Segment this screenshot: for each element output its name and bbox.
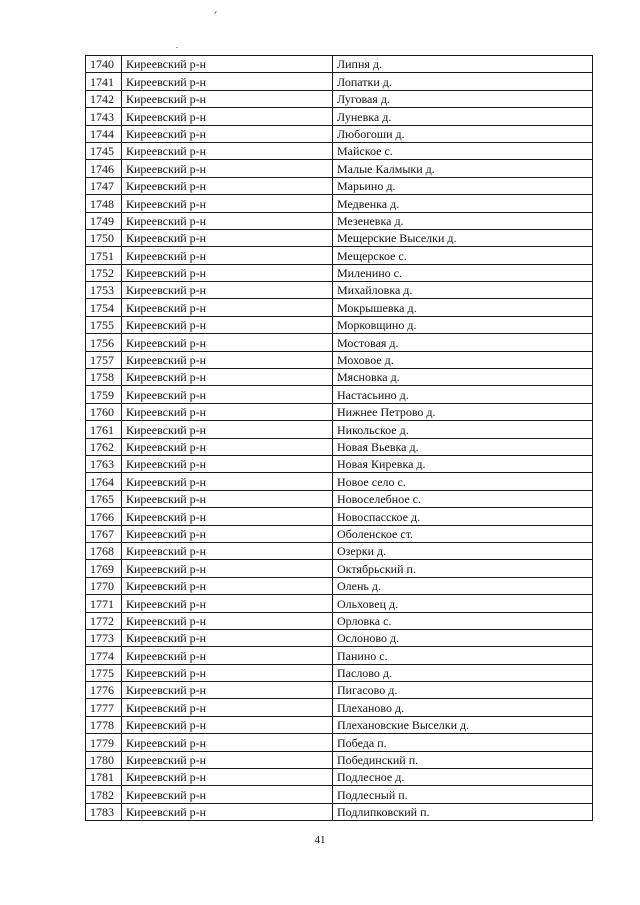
district-cell: Киреевский р-н xyxy=(122,508,333,525)
district-cell: Киреевский р-н xyxy=(122,229,333,246)
table-row xyxy=(86,595,593,612)
settlement-cell: Мясновка д. xyxy=(333,369,593,386)
row-number: 1740 xyxy=(86,56,122,73)
row-number: 1771 xyxy=(86,595,122,612)
table-row xyxy=(86,473,593,490)
table-row xyxy=(86,160,593,177)
settlement-cell: Миленино с. xyxy=(333,264,593,281)
district-cell: Киреевский р-н xyxy=(122,73,333,90)
table-row xyxy=(86,229,593,246)
table-row xyxy=(86,90,593,107)
district-cell: Киреевский р-н xyxy=(122,577,333,594)
scan-mark xyxy=(214,11,217,14)
row-number: 1766 xyxy=(86,508,122,525)
table-row xyxy=(86,734,593,751)
table-row xyxy=(86,542,593,559)
table-row xyxy=(86,195,593,212)
settlement-cell: Мезеневка д. xyxy=(333,212,593,229)
settlement-cell: Михайловка д. xyxy=(333,282,593,299)
district-cell: Киреевский р-н xyxy=(122,403,333,420)
settlement-cell: Новая Киревка д. xyxy=(333,455,593,472)
settlement-cell: Пигасово д. xyxy=(333,682,593,699)
settlement-cell: Оболенское ст. xyxy=(333,525,593,542)
row-number: 1748 xyxy=(86,195,122,212)
row-number: 1750 xyxy=(86,229,122,246)
table-row xyxy=(86,351,593,368)
district-cell: Киреевский р-н xyxy=(122,751,333,768)
table-row xyxy=(86,125,593,142)
row-number: 1753 xyxy=(86,282,122,299)
settlement-cell: Подлесный п. xyxy=(333,786,593,803)
settlement-cell: Мещерское с. xyxy=(333,247,593,264)
row-number: 1745 xyxy=(86,142,122,159)
settlement-cell: Мостовая д. xyxy=(333,334,593,351)
row-number: 1782 xyxy=(86,786,122,803)
district-cell: Киреевский р-н xyxy=(122,734,333,751)
table-row xyxy=(86,142,593,159)
table-row xyxy=(86,247,593,264)
scan-mark xyxy=(176,47,178,48)
settlement-cell: Любогоши д. xyxy=(333,125,593,142)
row-number: 1783 xyxy=(86,803,122,820)
district-cell: Киреевский р-н xyxy=(122,803,333,820)
table-row xyxy=(86,716,593,733)
district-cell: Киреевский р-н xyxy=(122,664,333,681)
row-number: 1742 xyxy=(86,90,122,107)
settlement-cell: Мокрышевка д. xyxy=(333,299,593,316)
settlement-cell: Озерки д. xyxy=(333,542,593,559)
table-row xyxy=(86,316,593,333)
row-number: 1756 xyxy=(86,334,122,351)
settlement-cell: Новоселебное с. xyxy=(333,490,593,507)
district-cell: Киреевский р-н xyxy=(122,438,333,455)
table-row xyxy=(86,334,593,351)
table-row xyxy=(86,612,593,629)
table-row xyxy=(86,699,593,716)
table-row xyxy=(86,282,593,299)
settlement-cell: Новоспасское д. xyxy=(333,508,593,525)
settlement-cell: Медвенка д. xyxy=(333,195,593,212)
row-number: 1765 xyxy=(86,490,122,507)
table-body xyxy=(86,56,593,821)
district-cell: Киреевский р-н xyxy=(122,490,333,507)
table-row xyxy=(86,421,593,438)
table-row xyxy=(86,403,593,420)
settlement-cell: Липня д. xyxy=(333,56,593,73)
settlement-cell: Моховое д. xyxy=(333,351,593,368)
settlement-cell: Победа п. xyxy=(333,734,593,751)
table-row xyxy=(86,751,593,768)
district-cell: Киреевский р-н xyxy=(122,125,333,142)
settlement-cell: Паслово д. xyxy=(333,664,593,681)
row-number: 1755 xyxy=(86,316,122,333)
district-cell: Киреевский р-н xyxy=(122,716,333,733)
row-number: 1767 xyxy=(86,525,122,542)
table-row xyxy=(86,455,593,472)
table-row xyxy=(86,369,593,386)
row-number: 1763 xyxy=(86,455,122,472)
settlement-cell: Орловка с. xyxy=(333,612,593,629)
row-number: 1772 xyxy=(86,612,122,629)
row-number: 1743 xyxy=(86,108,122,125)
district-cell: Киреевский р-н xyxy=(122,247,333,264)
table-row xyxy=(86,108,593,125)
settlement-cell: Нижнее Петрово д. xyxy=(333,403,593,420)
table-row xyxy=(86,299,593,316)
table-row xyxy=(86,682,593,699)
settlement-cell: Новое село с. xyxy=(333,473,593,490)
settlement-cell: Плехановские Выселки д. xyxy=(333,716,593,733)
row-number: 1768 xyxy=(86,542,122,559)
settlement-cell: Подлипковский п. xyxy=(333,803,593,820)
row-number: 1780 xyxy=(86,751,122,768)
table-row xyxy=(86,212,593,229)
settlement-cell: Малые Калмыки д. xyxy=(333,160,593,177)
table-row xyxy=(86,490,593,507)
row-number: 1752 xyxy=(86,264,122,281)
district-cell: Киреевский р-н xyxy=(122,542,333,559)
settlement-cell: Октябрьский п. xyxy=(333,560,593,577)
row-number: 1778 xyxy=(86,716,122,733)
row-number: 1744 xyxy=(86,125,122,142)
row-number: 1774 xyxy=(86,647,122,664)
row-number: 1761 xyxy=(86,421,122,438)
row-number: 1741 xyxy=(86,73,122,90)
table-row xyxy=(86,629,593,646)
table-row xyxy=(86,56,593,73)
district-cell: Киреевский р-н xyxy=(122,56,333,73)
table-row xyxy=(86,577,593,594)
district-cell: Киреевский р-н xyxy=(122,473,333,490)
district-cell: Киреевский р-н xyxy=(122,525,333,542)
row-number: 1751 xyxy=(86,247,122,264)
district-cell: Киреевский р-н xyxy=(122,316,333,333)
settlement-cell: Морковщино д. xyxy=(333,316,593,333)
district-cell: Киреевский р-н xyxy=(122,334,333,351)
settlement-cell: Панино с. xyxy=(333,647,593,664)
row-number: 1769 xyxy=(86,560,122,577)
settlement-cell: Побединский п. xyxy=(333,751,593,768)
district-cell: Киреевский р-н xyxy=(122,682,333,699)
row-number: 1764 xyxy=(86,473,122,490)
settlement-cell: Подлесное д. xyxy=(333,769,593,786)
district-cell: Киреевский р-н xyxy=(122,212,333,229)
district-cell: Киреевский р-н xyxy=(122,769,333,786)
row-number: 1776 xyxy=(86,682,122,699)
row-number: 1779 xyxy=(86,734,122,751)
table-row xyxy=(86,664,593,681)
district-cell: Киреевский р-н xyxy=(122,647,333,664)
district-cell: Киреевский р-н xyxy=(122,421,333,438)
table-row xyxy=(86,177,593,194)
settlement-cell: Лопатки д. xyxy=(333,73,593,90)
table-row xyxy=(86,508,593,525)
settlement-cell: Настасьино д. xyxy=(333,386,593,403)
settlement-cell: Луговая д. xyxy=(333,90,593,107)
district-cell: Киреевский р-н xyxy=(122,142,333,159)
district-cell: Киреевский р-н xyxy=(122,629,333,646)
row-number: 1757 xyxy=(86,351,122,368)
row-number: 1775 xyxy=(86,664,122,681)
table-row xyxy=(86,264,593,281)
district-cell: Киреевский р-н xyxy=(122,177,333,194)
table-row xyxy=(86,647,593,664)
table-row xyxy=(86,525,593,542)
table-row xyxy=(86,769,593,786)
table-row xyxy=(86,803,593,820)
district-cell: Киреевский р-н xyxy=(122,160,333,177)
row-number: 1773 xyxy=(86,629,122,646)
settlement-cell: Майское с. xyxy=(333,142,593,159)
settlement-cell: Новая Вьевка д. xyxy=(333,438,593,455)
district-cell: Киреевский р-н xyxy=(122,455,333,472)
row-number: 1762 xyxy=(86,438,122,455)
settlement-cell: Олень д. xyxy=(333,577,593,594)
settlement-cell: Никольское д. xyxy=(333,421,593,438)
district-cell: Киреевский р-н xyxy=(122,612,333,629)
settlement-cell: Плеханово д. xyxy=(333,699,593,716)
page-number: 41 xyxy=(314,834,326,846)
row-number: 1760 xyxy=(86,403,122,420)
district-cell: Киреевский р-н xyxy=(122,282,333,299)
row-number: 1754 xyxy=(86,299,122,316)
settlements-table xyxy=(85,55,593,821)
row-number: 1758 xyxy=(86,369,122,386)
row-number: 1747 xyxy=(86,177,122,194)
row-number: 1770 xyxy=(86,577,122,594)
table-row xyxy=(86,560,593,577)
district-cell: Киреевский р-н xyxy=(122,786,333,803)
district-cell: Киреевский р-н xyxy=(122,90,333,107)
settlement-cell: Ослоново д. xyxy=(333,629,593,646)
settlement-cell: Марьино д. xyxy=(333,177,593,194)
settlement-cell: Мещерские Выселки д. xyxy=(333,229,593,246)
row-number: 1777 xyxy=(86,699,122,716)
district-cell: Киреевский р-н xyxy=(122,560,333,577)
district-cell: Киреевский р-н xyxy=(122,386,333,403)
row-number: 1759 xyxy=(86,386,122,403)
table-row xyxy=(86,73,593,90)
district-cell: Киреевский р-н xyxy=(122,299,333,316)
row-number: 1746 xyxy=(86,160,122,177)
settlement-cell: Ольховец д. xyxy=(333,595,593,612)
table-row xyxy=(86,386,593,403)
row-number: 1781 xyxy=(86,769,122,786)
district-cell: Киреевский р-н xyxy=(122,195,333,212)
district-cell: Киреевский р-н xyxy=(122,699,333,716)
district-cell: Киреевский р-н xyxy=(122,264,333,281)
district-cell: Киреевский р-н xyxy=(122,369,333,386)
table-row xyxy=(86,438,593,455)
district-cell: Киреевский р-н xyxy=(122,595,333,612)
district-cell: Киреевский р-н xyxy=(122,351,333,368)
district-cell: Киреевский р-н xyxy=(122,108,333,125)
settlement-cell: Луневка д. xyxy=(333,108,593,125)
table-row xyxy=(86,786,593,803)
row-number: 1749 xyxy=(86,212,122,229)
